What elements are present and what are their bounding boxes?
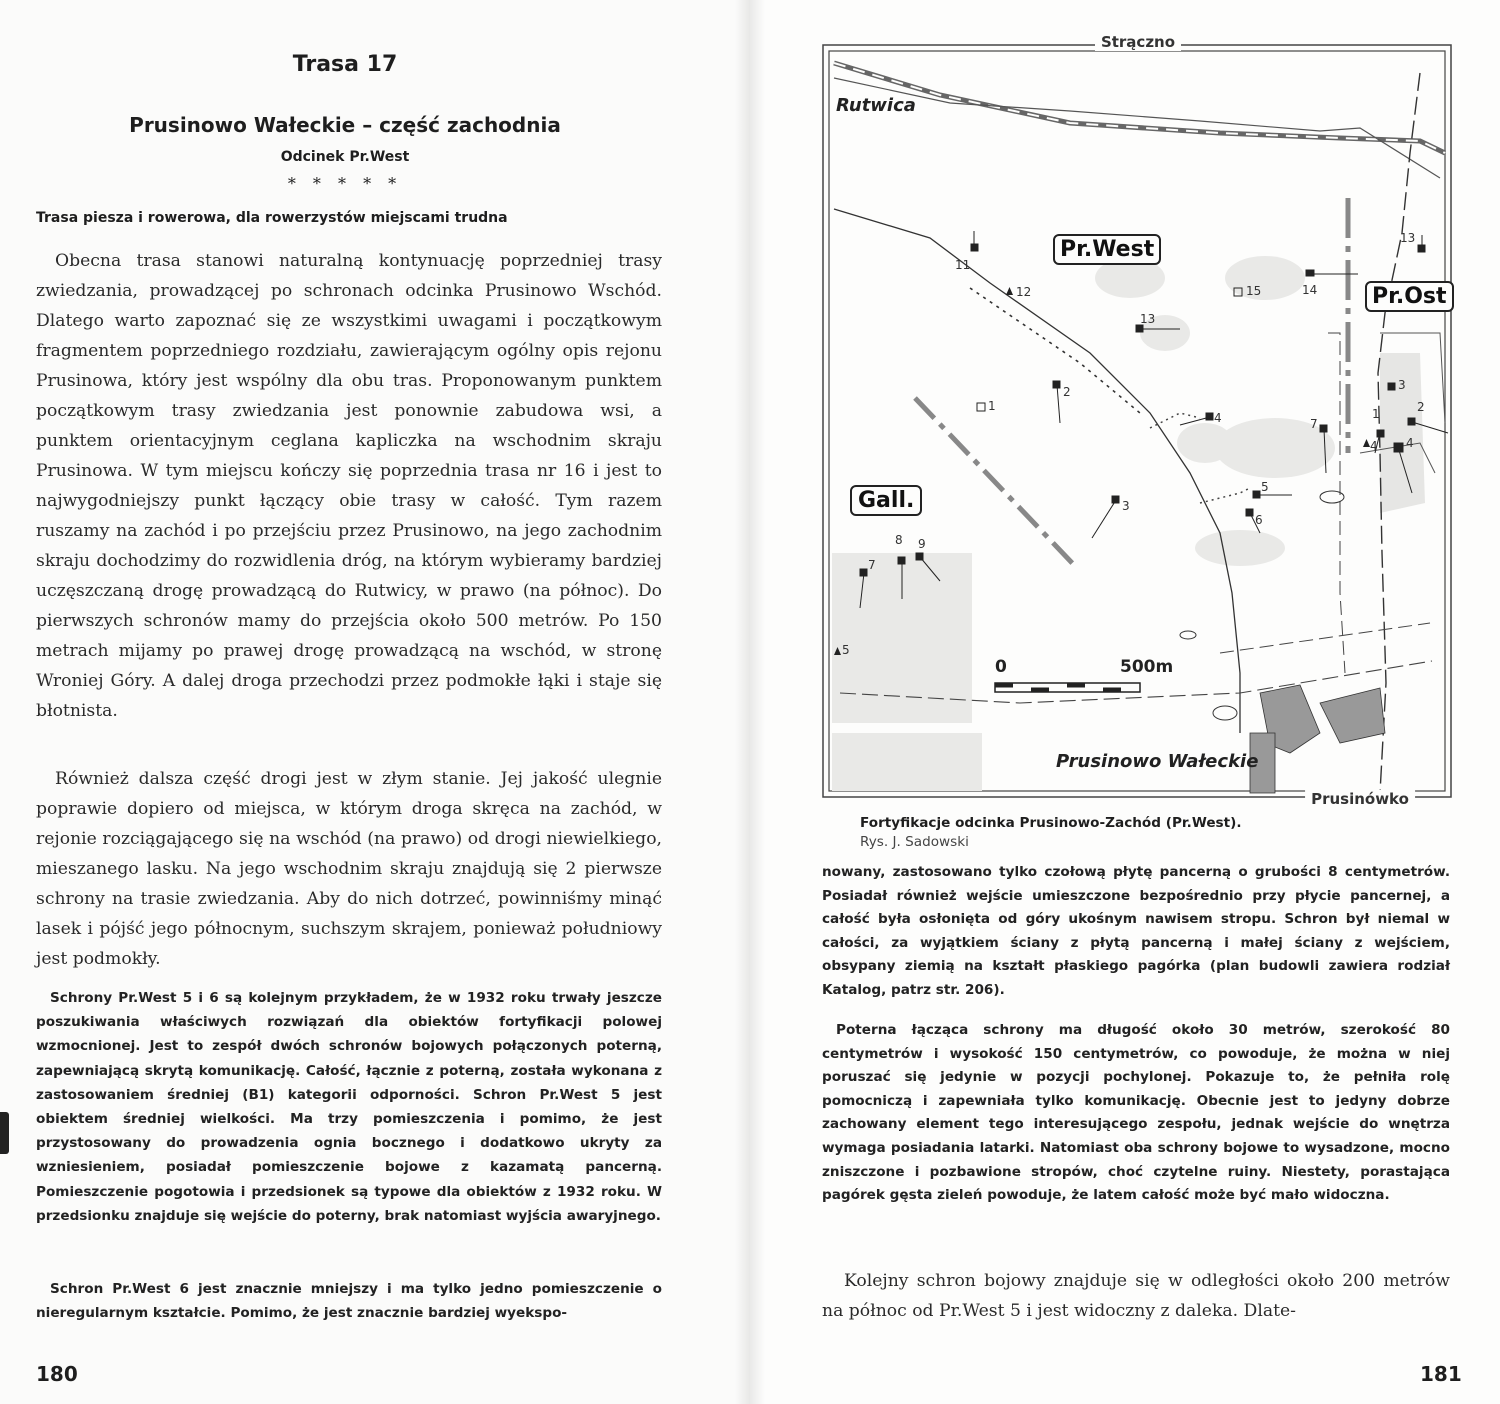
paragraph-next-bunker: Kolejny schron bojowy znajduje się w odległości około 200 metrów na północ od Pr.West 5 i jest widoczny z daleka. Dlate- <box>822 1271 1450 1321</box>
marker-number: 7 <box>1310 417 1318 431</box>
marker-number: 15 <box>1246 284 1262 298</box>
scale-zero: 0 <box>995 657 1007 677</box>
map-label-south: Prusinówko <box>1305 790 1415 808</box>
paragraph-bunkers-5-6: Schrony Pr.West 5 i 6 są kolejnym przykładem, że w 1932 roku trwały jeszcze poszukiwania właściwych rozwiązań dla obiektów fortyfikacji polowej wzmocnionej. Jest to zespół dwóch schronów bojowych połączonych poterną, zapewniającą skrytą komunikację. Całość, łącznie z poterną, została wykonana z zastosowaniem średniej (B1) kategorii odporności. Schron Pr.West 5 jest obiektem średniej wielkości. Ma trzy pomieszczenia i pomimo, że jest przystosowany do prowadzenia ognia bocznego i dodatkowo ukryty za wzniesieniem, posiadał pomieszczenie bojowe z kazamatą pancerną. Pomieszczenie pogotowia i przedsionek są typowe dla obiektów z 1932 roku. W przedsionku znajduje się wejście do poterny, brak natomiast wyjścia awaryjnego. <box>36 990 662 1224</box>
route-type-note: Trasa piesza i rowerowa, dla rowerzystów miejscami trudna <box>36 210 508 226</box>
marker-number: 3 <box>1398 378 1406 392</box>
figure-caption: Fortyfikacje odcinka Prusinowo-Zachód (Pr.West). <box>860 815 1242 831</box>
paragraph-bunker-6: Schron Pr.West 6 jest znacznie mniejszy i ma tylko jedno pomieszczenie o nieregularnym kształcie. Pomimo, że jest znacznie bardziej wyekspo- <box>36 1281 662 1322</box>
sector-box-pr-ost: Pr.Ost <box>1365 281 1454 312</box>
section-subtitle: Odcinek Pr.West <box>280 149 410 165</box>
marker-number: 8 <box>895 533 903 547</box>
marker-number: 2 <box>1063 385 1071 399</box>
figure-credit: Rys. J. Sadowski <box>860 834 969 850</box>
paragraph-armor-plate: nowany, zastosowano tylko czołową płytę pancerną o grubości 8 centymetrów. Posiadał również wejście umieszczone bezpośrednio przy płycie pancernej, a całość była osłonięta od góry ukośnym nawisem stropu. Schron był niemal w całości, za wyjątkiem ściany z płytą pancerną i małej ściany z wejściem, obsypany ziemią na kształt płaskiego pagórka (plan budowli zawiera rodział Katalog, patrz str. 206). <box>822 864 1450 998</box>
place-rutwica: Rutwica <box>836 95 916 116</box>
marker-number: 7 <box>868 558 876 572</box>
edge-tab-marker <box>0 1112 9 1154</box>
fortification-map <box>820 33 1456 808</box>
chapter-title: Prusinowo Wałeckie – część zachodnia <box>129 113 561 137</box>
scale-end: 500m <box>1120 657 1174 677</box>
marker-number: 12 <box>1016 285 1032 299</box>
marker-number: 5 <box>1261 480 1269 494</box>
map-label-north: Strączno <box>820 33 1456 51</box>
paragraph-road: Również dalsza część drogi jest w złym stanie. Jej jakość ulegnie poprawie dopiero od miejsca, w którym droga skręca na zachód, w rejonie rozciągającego się na wschód (na prawo) od drogi niewielkiego, mieszanego lasku. Na jego wschodnim skraju znajdują się 2 pierwsze schrony na trasie zwiedzania. Aby do nich dotrzeć, powinniśmy minąć lasek i pójść jego północnym, suchszym skrajem, ponieważ południowy jest podmokły. <box>36 769 662 969</box>
sector-box-pr-west: Pr.West <box>1053 234 1161 265</box>
marker-number: 14 <box>1302 283 1318 297</box>
marker-number: 2 <box>1417 400 1425 414</box>
paragraph-postern: Poterna łącząca schrony ma długość około 30 metrów, szerokość 80 centymetrów i wysokość 150 centymetrów, co powoduje, że można w niej poruszać się jedynie w pozycji pochylonej. Pokazuje to, że pełniła rolę pomocniczą i zapewniała tylko komunikację. Obecnie jest to jedyny dobrze zachowany element tego interesującego zespołu, jednak wejście do wnętrza wymaga posiadania latarki. Natomiast oba schrony bojowe to wysadzone, mocno zniszczone i pozbawione stropów, choć czytelne ruiny. Niestety, porastająca pagórek gęsta zieleń powoduje, że latem całość może być mało widoczna. <box>822 1022 1450 1204</box>
marker-number: 4 <box>1370 439 1378 453</box>
right-page <box>750 0 1500 1404</box>
marker-number: 6 <box>1255 513 1263 527</box>
marker-number: 4 <box>1214 411 1222 425</box>
marker-number: 1 <box>988 399 996 413</box>
map-drawing <box>820 33 1456 799</box>
paragraph-intro: Obecna trasa stanowi naturalną kontynuację poprzedniej trasy zwiedzania, prowadzącej po schronach odcinka Prusinowo Wschód. Dlatego warto zapoznać się ze wszystkimi uwagami i początkowym fragmentem poprzedniego rozdziału, zawierającym ogólny opis rejonu Prusinowa, który jest wspólny dla obu tras. Proponowanym punktem początkowym trasy zwiedzania jest ponownie zabudowa wsi, a punktem orientacyjnym ceglana kapliczka na wschodnim skraju Prusinowa. W tym miejscu kończy się poprzednia trasa nr 16 i jest to najwygodniejszy punkt łączący obie trasy w całość. Tym razem ruszamy na zachód i po przejściu przez Prusinowo, na jego zachodnim skraju dochodzimy do rozwidlenia dróg, na którym wybieramy bardziej uczęszczaną drogę prowadzącą do Rutwicy, w prawo (na północ). Do pierwszych schronów mamy do przejścia około 500 metrów. Po 150 metrach mijamy po prawej drogę prowadzącą na wschód, w stronę Wroniej Góry. A dalej droga przechodzi przez podmokłe łąki i staje się błotnista. <box>36 251 662 721</box>
sector-box-gall: Gall. <box>850 485 922 516</box>
marker-number: 1 <box>1372 407 1380 421</box>
page-number-right: 181 <box>1420 1362 1462 1386</box>
book-gutter <box>735 0 765 1404</box>
marker-number: 9 <box>918 537 926 551</box>
marker-number: 5 <box>842 643 850 657</box>
marker-number: 13 <box>1400 231 1416 245</box>
marker-number: 13 <box>1140 312 1156 326</box>
marker-number: 3 <box>1122 499 1130 513</box>
difficulty-stars: * * * * * <box>287 174 403 193</box>
place-prusinowo: Prusinowo Wałeckie <box>1056 751 1259 772</box>
marker-number: 4 <box>1406 436 1414 450</box>
page-number-left: 180 <box>36 1362 78 1386</box>
marker-number: 11 <box>955 258 971 272</box>
route-title: Trasa 17 <box>292 52 398 77</box>
